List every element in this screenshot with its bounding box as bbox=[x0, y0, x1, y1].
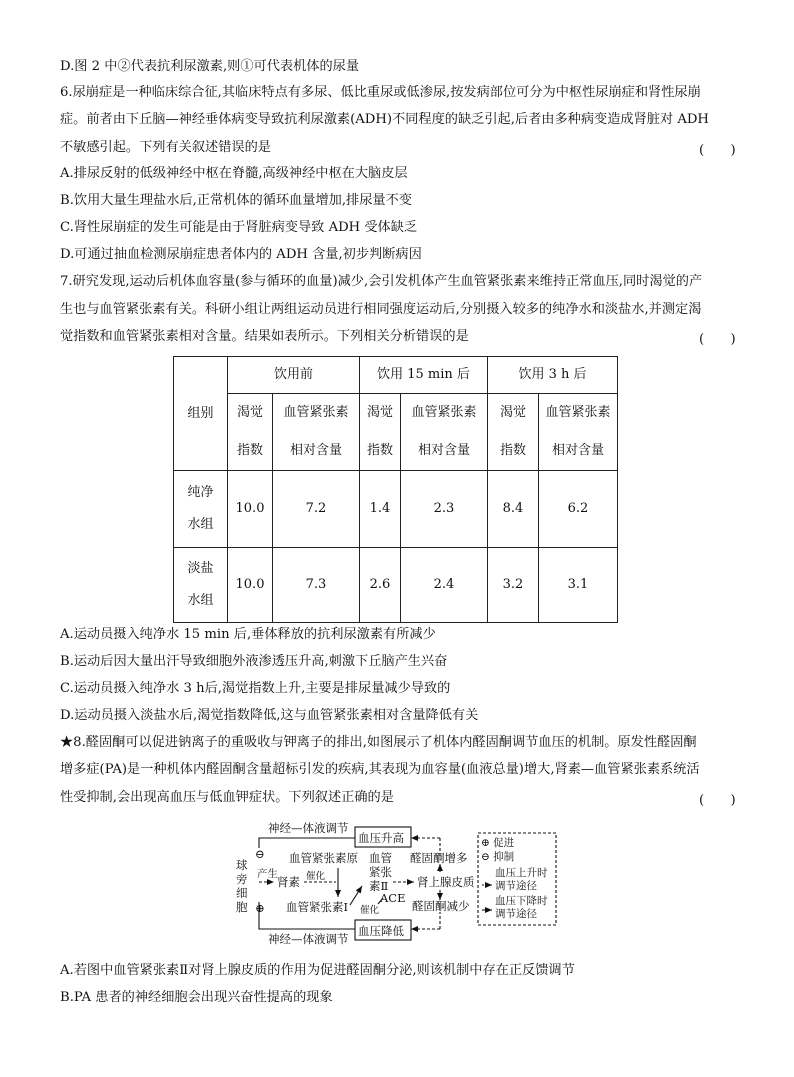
table-subheader: 渴觉 指数 bbox=[488, 394, 539, 471]
legend-bp-up: 血压上升时 bbox=[495, 867, 548, 879]
q7-option-b: B.运动后因大量出汗导致细胞外液渗透压升高,刺激下丘脑产生兴奋 bbox=[60, 654, 448, 669]
q8-answer-blank: ( ) bbox=[699, 793, 736, 808]
promote-mark: ⊕ bbox=[255, 901, 265, 915]
legend-bp-down: 血压下降时 bbox=[495, 895, 548, 907]
q7-stem-line3: 觉指数和血管紧张素相对含量。结果如表所示。下列相关分析错误的是 bbox=[60, 329, 469, 344]
table-cell: 1.4 bbox=[360, 471, 401, 548]
table-cell: 2.4 bbox=[401, 548, 488, 623]
table-header-group: 组别 bbox=[174, 357, 228, 471]
q6-option-c: C.肾性尿崩症的发生可能是由于肾脏病变导致 ADH 受体缺乏 bbox=[60, 220, 418, 235]
aldo-up-label: 醛固酮增多 bbox=[410, 851, 468, 865]
table-cell: 10.0 bbox=[228, 471, 273, 548]
inhibit-mark: ⊖ bbox=[255, 847, 265, 861]
table-cell: 3.2 bbox=[488, 548, 539, 623]
table-cell: 6.2 bbox=[539, 471, 618, 548]
q6-option-b: B.饮用大量生理盐水后,正常机体的循环血量增加,排尿量不变 bbox=[60, 193, 412, 208]
table-cell: 8.4 bbox=[488, 471, 539, 548]
q7-stem-line1: 7.研究发现,运动后机体血容量(参与循环的血量)减少,会引发机体产生血管紧张素来维持正常血压,同时渴觉的产 bbox=[60, 274, 703, 289]
q6-stem-line2: 症。前者由下丘脑—神经垂体病变导致抗利尿激素(ADH)不同程度的缺乏引起,后者由多种病变造成肾脏对 ADH bbox=[60, 112, 709, 127]
angiotensin-2-label: 紧张 bbox=[369, 865, 392, 879]
q6-stem-line3: 不敏感引起。下列有关叙述错误的是 bbox=[60, 140, 271, 155]
angiotensin-1-label: 血管紧张素Ⅰ bbox=[286, 900, 349, 914]
table-cell: 7.3 bbox=[273, 548, 360, 623]
cell-label-char: 旁 bbox=[236, 872, 248, 886]
catalyze-label-top: 催化 bbox=[306, 871, 326, 882]
table-subheader: 血管紧张素 相对含量 bbox=[401, 394, 488, 471]
legend-bp-up-path: 调节途径 bbox=[495, 880, 537, 892]
bp-up-label: 血压升高 bbox=[358, 831, 404, 845]
table-row-label: 纯净 水组 bbox=[174, 471, 228, 548]
legend-promote: ⊕ 促进 bbox=[481, 837, 515, 849]
q5-option-d: D.图 2 中②代表抗利尿激素,则①可代表机体的尿量 bbox=[60, 59, 360, 74]
table-cell: 3.1 bbox=[539, 548, 618, 623]
table-header-period: 饮用前 bbox=[228, 357, 360, 394]
q6-stem-line1: 6.尿崩症是一种临床综合征,其临床特点有多尿、低比重尿或低渗尿,按发病部位可分为中枢性尿崩症和肾性尿崩 bbox=[60, 85, 701, 100]
q8-option-b: B.PA 患者的神经细胞会出现兴奋性提高的现象 bbox=[60, 990, 333, 1005]
bp-down-label: 血压降低 bbox=[358, 924, 404, 938]
q6-option-a: A.排尿反射的低级神经中枢在脊髓,高级神经中枢在大脑皮层 bbox=[60, 166, 408, 181]
q6-answer-blank: ( ) bbox=[699, 143, 736, 158]
angiotensinogen-label: 血管紧张素原 bbox=[289, 851, 358, 865]
q8-option-a: A.若图中血管紧张素Ⅱ对肾上腺皮质的作用为促进醛固酮分泌,则该机制中存在正反馈调节 bbox=[60, 963, 575, 978]
cell-label-char: 胞 bbox=[236, 900, 248, 914]
q7-option-a: A.运动员摄入纯净水 15 min 后,垂体释放的抗利尿激素有所减少 bbox=[60, 627, 436, 642]
angiotensin-2-label: 血管 bbox=[369, 851, 392, 865]
table-header-period: 饮用 3 h 后 bbox=[488, 357, 618, 394]
renin-label: 肾素 bbox=[277, 875, 300, 889]
table-cell: 7.2 bbox=[273, 471, 360, 548]
table-subheader: 渴觉 指数 bbox=[228, 394, 273, 471]
q8-stem-line3: 性受抑制,会出现高血压与低血钾症状。下列叙述正确的是 bbox=[60, 790, 394, 805]
q7-answer-blank: ( ) bbox=[699, 332, 736, 347]
legend-inhibit: ⊖ 抑制 bbox=[481, 851, 515, 863]
q6-option-d: D.可通过抽血检测尿崩症患者体内的 ADH 含量,初步判断病因 bbox=[60, 247, 422, 262]
angiotensin-2-label: 素Ⅱ bbox=[369, 879, 389, 893]
produce-label: 产生 bbox=[257, 868, 278, 880]
table-row-label: 淡盐 水组 bbox=[174, 548, 228, 623]
bottom-loop-label: 神经—体液调节 bbox=[268, 932, 349, 946]
cell-label-char: 球 bbox=[236, 858, 248, 872]
q7-option-d: D.运动员摄入淡盐水后,渴觉指数降低,这与血管紧张素相对含量降低有关 bbox=[60, 708, 479, 723]
q8-stem-line1: ★8.醛固酮可以促进钠离子的重吸收与钾离子的排出,如图展示了机体内醛固酮调节血压的机制。原发性醛固酮 bbox=[60, 735, 697, 750]
table-cell: 2.6 bbox=[360, 548, 401, 623]
ace-label: ACE bbox=[380, 891, 406, 905]
catalyze-label-bottom: 催化 bbox=[360, 905, 380, 916]
table-subheader: 渴觉 指数 bbox=[360, 394, 401, 471]
q7-stem-line2: 生也与血管紧张素有关。科研小组让两组运动员进行相同强度运动后,分别摄入较多的纯净水和淡盐水,并测定渴 bbox=[60, 302, 702, 317]
aldo-down-label: 醛固酮减少 bbox=[412, 899, 470, 913]
legend-bp-down-path: 调节途径 bbox=[495, 908, 537, 920]
table-cell: 2.3 bbox=[401, 471, 488, 548]
top-loop-label: 神经—体液调节 bbox=[268, 821, 349, 835]
table-subheader: 血管紧张素 相对含量 bbox=[539, 394, 618, 471]
table-cell: 10.0 bbox=[228, 548, 273, 623]
q8-stem-line2: 增多症(PA)是一种机体内醛固酮含量超标引发的疾病,其表现为血容量(血液总量)增大,肾素—血管紧张素系统活 bbox=[60, 762, 700, 777]
table-subheader: 血管紧张素 相对含量 bbox=[273, 394, 360, 471]
q7-option-c: C.运动员摄入纯净水 3 h后,渴觉指数上升,主要是排尿量减少导致的 bbox=[60, 681, 451, 696]
top-loop-line bbox=[259, 838, 355, 848]
cell-label-char: 细 bbox=[236, 886, 248, 900]
adrenal-cortex-label: 肾上腺皮质 bbox=[417, 875, 475, 889]
table-header-period: 饮用 15 min 后 bbox=[360, 357, 488, 394]
ang1-to-ang2-arrow bbox=[350, 886, 362, 905]
